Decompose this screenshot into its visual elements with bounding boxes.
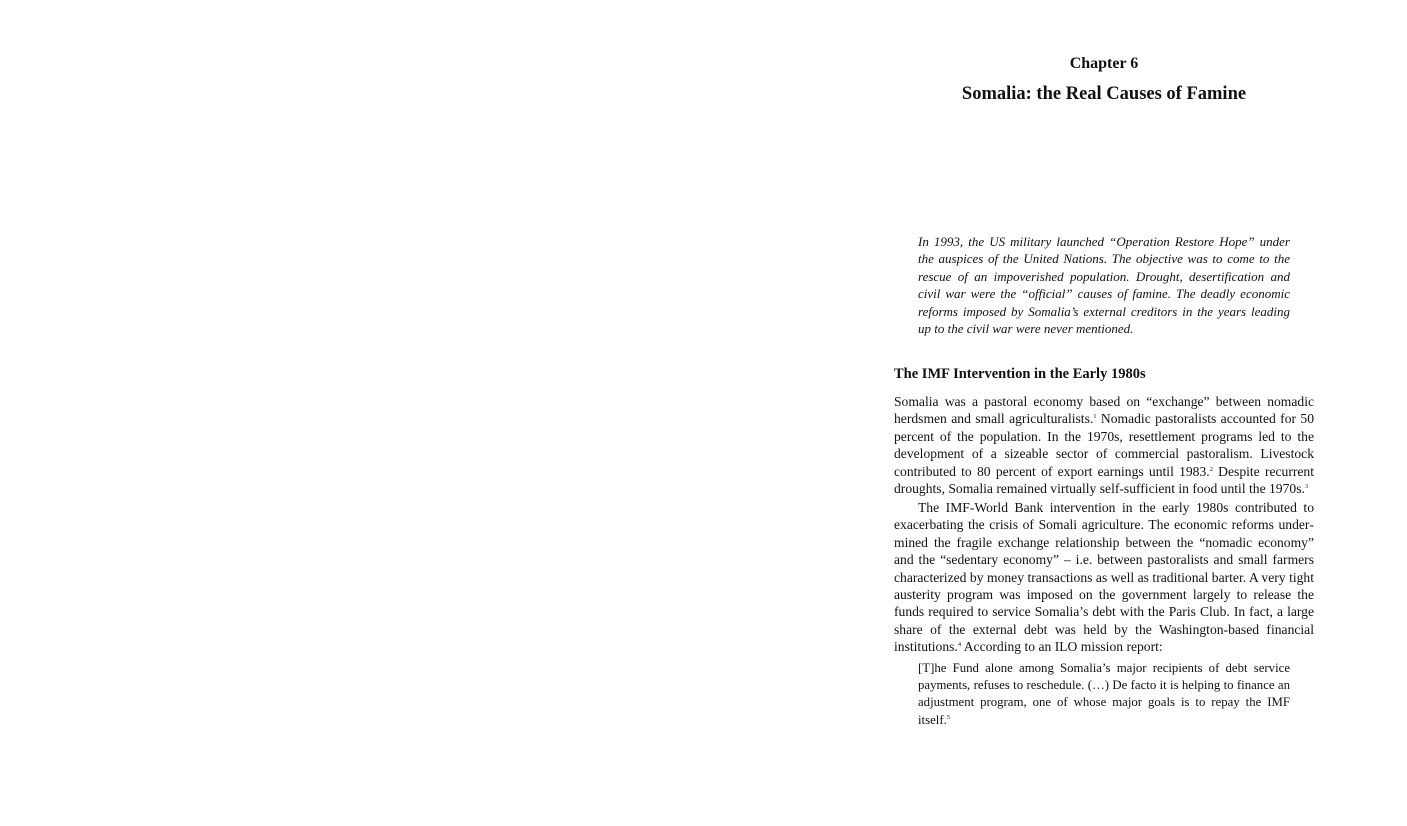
body-text: [894, 393, 1314, 729]
paragraph-2-text-a: The IMF-World Bank intervention in the early 1980s contributed to exacerbating the crisis of Somali agriculture. The economic reforms undermined the fragile exchange relationship between the “nomadic economy” and the “sedentary economy” – i.e. between pastoralists and small farmers characterized by money transactions as well as traditional barter. A very tight austerity program was imposed on the government largely to release the funds required to service Somalia’s debt with the Paris Club. In fact, a large share of the external debt was held by the Washington-based financial institutions.: [894, 499, 1314, 655]
chapter-label: Chapter 6: [1069, 55, 1139, 72]
footnote-ref-1[interactable]: 1: [1093, 413, 1097, 421]
paragraph-1-text-b: Nomadic pastoralists accounted for 50 percent of the population. In the 1970s, resettlement programs led to the development of a sizeable sector of commercial pastoralism. Livestock contributed to 80 percent of export earnings until 1983.: [894, 411, 1315, 479]
right-page: [704, 0, 1407, 826]
section-heading: The IMF Intervention in the Early 1980s: [894, 366, 1146, 382]
block-quote-text: [T]he Fund alone among Somalia’s major recipients of debt service payments, refuses to reschedule. (…) De facto it is helping to finance an adjustment program, one of whose major goals is to repay the IMF itself.: [918, 660, 1290, 727]
chapter-epigraph: In 1993, the US military launched “Operation Restore Hope” under the auspices of the United Nations. The objective was to come to the rescue of an impoverished population. Drought, desertification and civil war were the “official” causes of famine. The deadly economic reforms imposed by Somalia’s external creditors in the years leading up to the civil war were never mentioned.: [918, 234, 1290, 337]
footnote-ref-2[interactable]: 2: [1209, 465, 1213, 473]
paragraph-1: [894, 393, 1314, 497]
chapter-title: Somalia: the Real Causes of Famine: [961, 84, 1247, 104]
paragraph-1-text-c: Despite recurrent droughts, Somalia remained virtually self-sufficient in food until the 1970s.: [894, 463, 1315, 497]
paragraph-1-text-a: Somalia was a pastoral economy based on “exchange” between nomadic herdsmen and small agriculturalists.: [894, 394, 1314, 427]
block-quote: [918, 660, 1290, 730]
footnote-ref-3[interactable]: 3: [1304, 483, 1309, 491]
paragraph-2: [894, 499, 1314, 656]
footnote-ref-4[interactable]: 4: [957, 641, 962, 649]
paragraph-2-text-b: According to an ILO mission report:: [961, 639, 1163, 655]
footnote-ref-5[interactable]: 5: [946, 713, 951, 721]
